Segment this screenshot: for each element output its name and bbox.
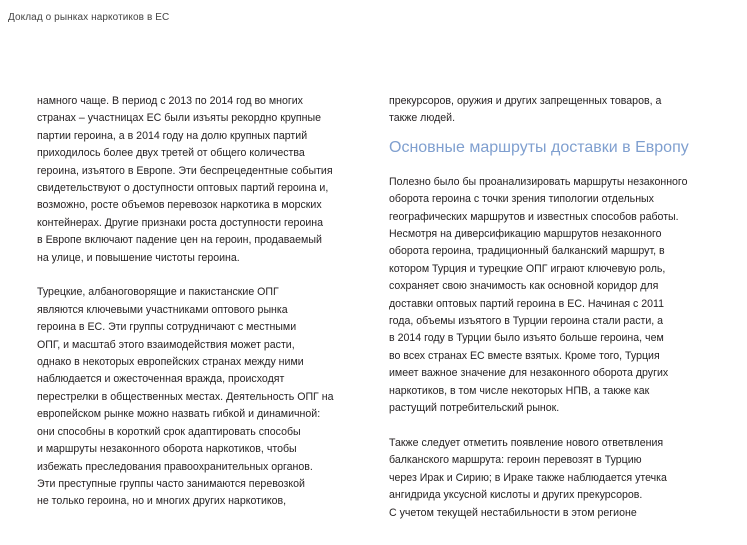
text-line: Также следует отметить появление нового ответвления [389,436,664,449]
text-line: Несмотря на диверсификацию маршрутов незаконного [389,228,662,241]
text-line: европейском рынке можно назвать гибкой и динамичной: [37,408,321,421]
text-line: С учетом текущей нестабильности в этом регионе [389,506,637,519]
text-line: во всех странах ЕС вместе взятых. Кроме того, Турция [389,349,660,362]
text-line: ангидрида уксусной кислоты и других прекурсоров. [389,489,643,502]
text-line: имеет важное значение для незаконного оборота других [389,367,669,380]
text-line: однако в некоторых европейских странах между ними [37,356,304,369]
text-line: года, объемы изъятого в Турции героина стали расти, а [389,315,664,328]
text-line: намного чаще. В период с 2013 по 2014 год во многих [37,95,303,107]
text-line: балканского маршрута: героин перевозят в Турцию [389,454,642,467]
section-heading: Основные маршруты доставки в Европу [389,138,689,156]
text-line: возможно, росте объемов перевозок наркотика в морских [37,199,322,212]
text-line: являются ключевыми участниками оптового рынка [37,303,288,316]
text-line: контейнерах. Другие признаки роста доступности героина [37,216,323,229]
text-line: географических маршрутов и известных способов работы. [389,210,679,223]
paragraph [389,174,724,418]
text-line: ОПГ, и масштаб этого взаимодействия может расти, [37,338,295,351]
text-line: партии героина, а в 2014 году на долю крупных партий [37,129,308,142]
text-line: Полезно было бы проанализировать маршруты незаконного [389,175,688,188]
text-line: и маршруты незаконного оборота наркотиков, чтобы [37,443,297,456]
text-line: сохраняет свою значимость как основной коридор для [389,280,659,293]
paragraph [37,93,367,267]
text-line: в 2014 году в Турции было изъято больше героина, чем [389,332,664,345]
text-line: избежать преследования правоохранительных органов. [37,460,313,473]
text-line: прекурсоров, оружия и других запрещенных товаров, а [389,95,662,107]
text-line: на улице, и повышение чистоты героина. [37,251,240,264]
text-line: Эти преступные группы часто занимаются перевозкой [37,477,305,490]
text-line: героина, изъятого в Европе. Эти беспрецедентные события [37,164,333,177]
text-line: растущий потребительский рынок. [389,402,560,415]
paragraph [389,93,724,128]
paragraph [389,435,724,522]
text-line: героина в ЕС. Эти группы сотрудничают с местными [37,321,297,334]
text-line: также людей. [389,112,456,125]
text-line: не только героина, но и многих других наркотиков, [37,495,287,508]
text-line: перестрелки в общественных местах. Деятельность ОПГ на [37,390,334,403]
text-line: доставки оптовых партий героина в ЕС. Начиная с 2011 [389,297,665,310]
text-line: приходилось более двух третей от общего количества [37,147,305,160]
paragraph-spacer [37,267,367,284]
text-line: наблюдается и ожесточенная вражда, происходят [37,373,285,386]
right-column [389,93,724,522]
text-line: они способны в короткий срок адаптировать способы [37,425,301,438]
text-line: Турецкие, албаноговорящие и пакистанские ОПГ [37,286,279,299]
paragraph [37,284,367,510]
text-line: котором Турция и турецкие ОПГ играют ключевую роль, [389,262,666,275]
text-line: наркотиков, в том числе некоторых НПВ, а также как [389,384,650,397]
text-line: оборота героина, традиционный балканский маршрут, в [389,245,665,258]
text-line: оборота героина с точки зрения типологии отдельных [389,193,654,206]
paragraph-spacer [389,418,724,435]
text-line: через Ирак и Сирию; в Ираке также наблюдается утечка [389,471,667,484]
text-line: свидетельствуют о доступности оптовых партий героина и, [37,182,329,195]
text-line: в Европе включают падение цен на героин, продаваемый [37,234,322,247]
text-line: странах – участницах ЕС были изъяты рекордно крупные [37,112,322,125]
left-column [37,93,367,511]
running-header: Доклад о рынках наркотиков в ЕС [8,12,170,23]
